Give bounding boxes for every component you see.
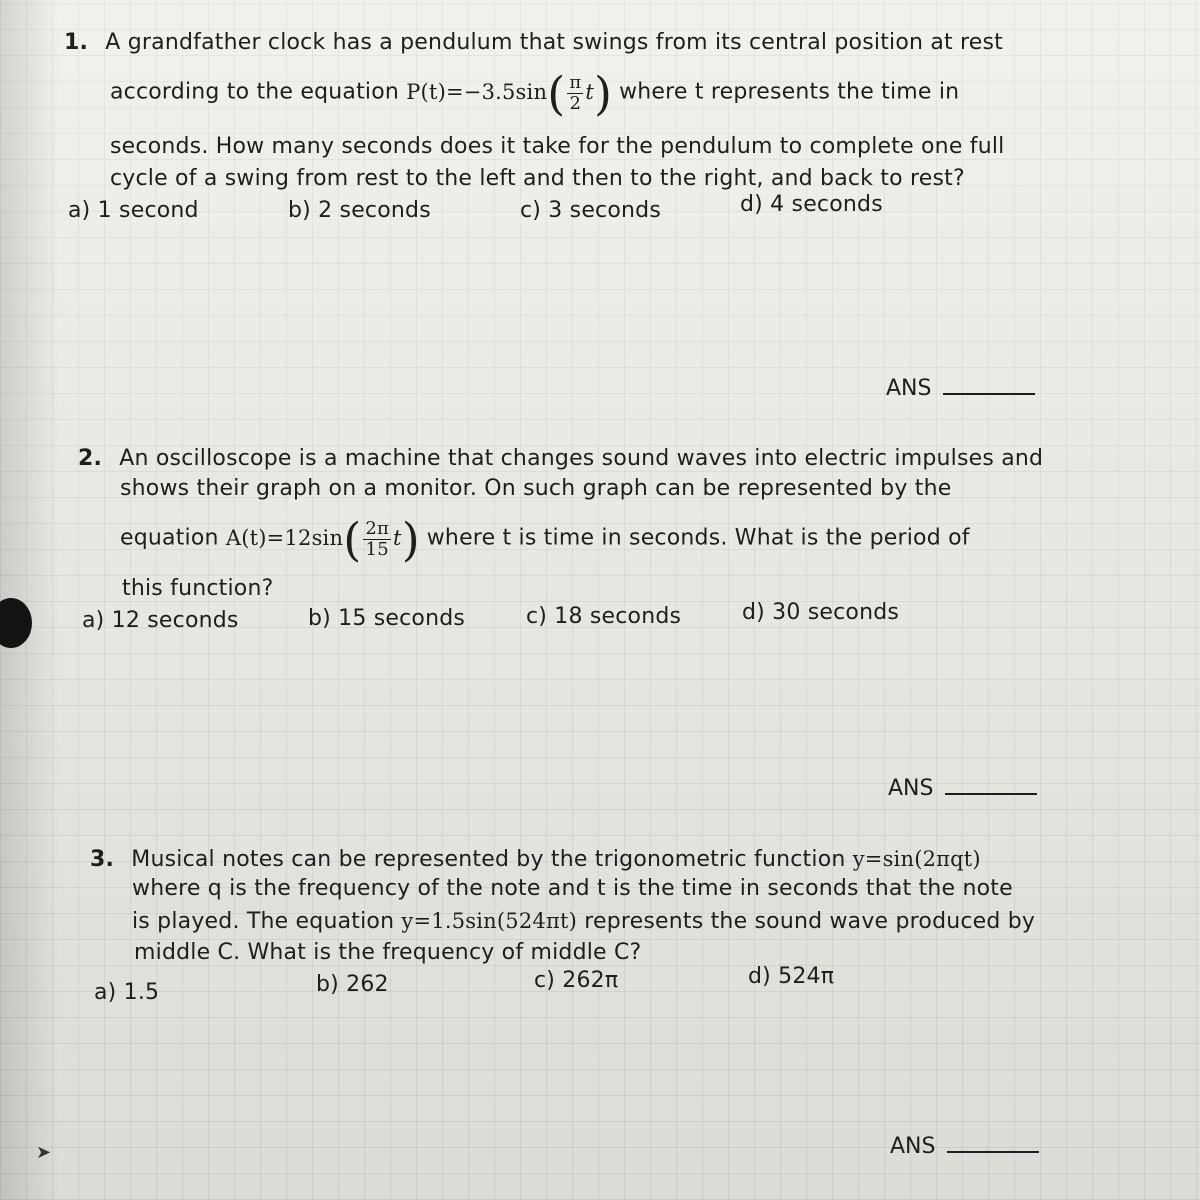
answer-line-3 [890,1134,1039,1159]
answer-blank [947,1151,1039,1153]
pencil-mark-icon: ➤ [36,1142,52,1163]
choice-b: b) 262 [316,972,389,997]
equation: P(t)=−3.5sin( $\frac{\pi}{2}$ t) [406,66,613,120]
question-1-line-4: cycle of a swing from rest to the left and then to the right, and back to rest? [110,166,965,191]
fraction-denominator: 15 [365,538,389,560]
question-2-line-4: this function? [122,576,274,601]
answer-blank [945,793,1037,795]
question-text: A grandfather clock has a pendulum that swings from its central position at rest [105,30,1004,55]
equation: y=1.5sin(524πt) [401,909,578,933]
equation-fraction [363,519,391,560]
answer-blank [943,393,1035,395]
choice-d: d) 30 seconds [742,600,900,625]
fraction-numerator: 2π [365,517,390,539]
choice-a: a) 1.5 [94,980,160,1005]
answer-label: ANS [888,776,934,801]
equation-fraction [567,73,583,114]
answer-line-2 [888,776,1037,801]
question-3-line-3 [132,906,1035,937]
equation-lhs: A(t)=12sin [225,525,344,550]
binder-hole [0,598,32,648]
choice-c: c) 262π [534,968,619,993]
equation-variable: t [393,525,402,550]
equation-variable: t [585,79,595,104]
answer-label: ANS [886,376,932,401]
answer-label: ANS [890,1134,936,1159]
question-1-line-2 [110,66,960,120]
question-number: 2. [78,446,103,471]
question-text: represents the sound wave produced by [584,909,1036,934]
choice-b: b) 15 seconds [308,606,466,631]
equation: y=sin(2πqt) [852,847,981,871]
question-3-line-4: middle C. What is the frequency of middle C? [134,940,642,965]
fraction-numerator: π [569,71,582,93]
question-text: where t is time in seconds. What is the period of [426,525,970,551]
question-text: according to the equation [110,79,400,105]
choice-b: b) 2 seconds [288,198,431,223]
question-3-line-2: where q is the frequency of the note and t is the time in seconds that the note [132,876,1013,901]
question-1-line-1 [64,28,1003,58]
question-3-line-1 [90,844,981,875]
question-2-line-2: shows their graph on a monitor. On such graph can be represented by the [120,476,952,501]
choice-c: c) 18 seconds [526,604,682,629]
question-number: 3. [90,847,115,872]
question-number: 1. [64,30,89,55]
equation: A(t)=12sin( $\frac{2\pi}{15}$ t) [225,512,420,566]
question-2-line-3 [120,512,970,566]
fraction-denominator: 2 [569,92,582,114]
question-1-line-3: seconds. How many seconds does it take for the pendulum to complete one full [110,134,1005,159]
choice-a: a) 12 seconds [82,608,239,633]
choice-a: a) 1 second [68,198,199,223]
choice-d: d) 524π [748,964,835,989]
question-text: where t represents the time in [619,79,960,105]
choice-d: d) 4 seconds [740,192,883,217]
question-text: equation [120,525,219,551]
answer-line-1 [886,376,1035,401]
question-2-line-1 [78,444,1043,474]
equation-lhs: P(t)=−3.5sin [406,79,548,104]
question-text: is played. The equation [132,909,395,934]
choice-c: c) 3 seconds [520,198,661,223]
question-text: Musical notes can be represented by the trigonometric function [131,847,846,872]
question-text: An oscilloscope is a machine that changes sound waves into electric impulses and [119,446,1044,471]
